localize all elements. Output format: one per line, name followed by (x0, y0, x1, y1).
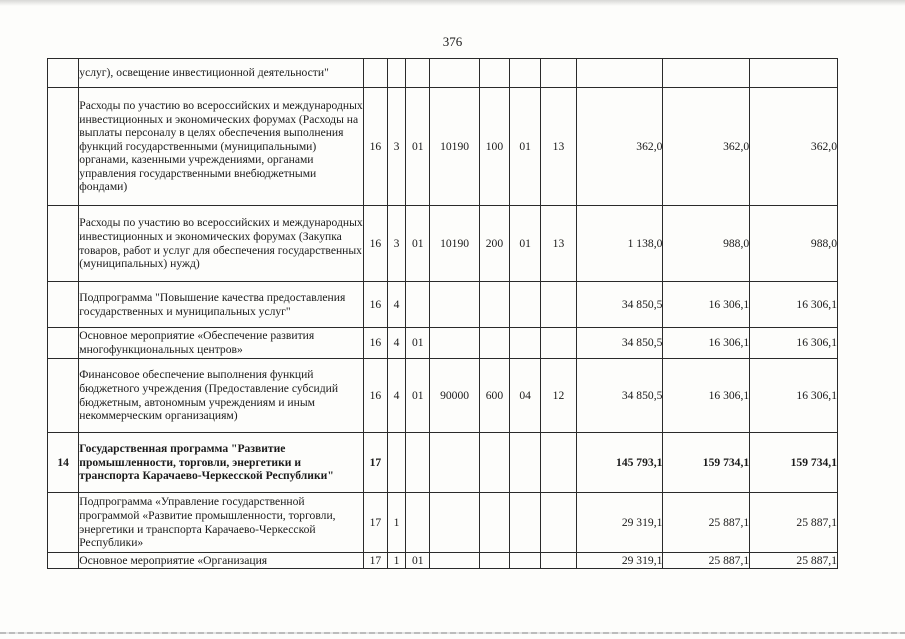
scan-top-edge (0, 0, 905, 6)
amount-year-3 (750, 59, 838, 88)
code-subsection: 13 (541, 88, 576, 206)
table-row (48, 59, 838, 88)
code-section (510, 553, 541, 569)
amount-year-2: 16 306,1 (663, 328, 750, 359)
amount-year-2: 16 306,1 (663, 359, 750, 433)
row-name: Расходы по участию во всероссийских и международных инвестиционных и экономических форумах (Расходы на выплаты персоналу в целях обеспечения выполнения функций государственными (муниципальными) органами, казенными учреждениями, органами управления государственными внебюджетными фондами) (79, 88, 364, 206)
amount-year-3: 16 306,1 (750, 328, 838, 359)
amount-year-3: 16 306,1 (750, 282, 838, 328)
row-number (48, 328, 79, 359)
code-expense-type (479, 328, 509, 359)
code-measure: 01 (406, 88, 430, 206)
code-ministry: 16 (363, 88, 387, 206)
row-number (48, 553, 79, 569)
code-measure: 01 (406, 553, 430, 569)
code-subsection (541, 433, 576, 493)
amount-year-3: 159 734,1 (750, 433, 838, 493)
code-subsection (541, 553, 576, 569)
row-name: Основное мероприятие «Обеспечение развития многофункциональных центров» (79, 328, 364, 359)
code-subprogram: 3 (387, 206, 405, 282)
table-row (48, 88, 838, 206)
code-section (510, 282, 541, 328)
row-name: услуг), освещение инвестиционной деятельности" (79, 59, 364, 88)
code-subprogram: 3 (387, 88, 405, 206)
row-name: Государственная программа "Развитие промышленности, торговли, энергетики и транспорта Карачаево-Черкесской Республики" (79, 433, 364, 493)
code-measure: 01 (406, 359, 430, 433)
code-expense-type (479, 59, 509, 88)
code-measure (406, 433, 430, 493)
amount-year-1: 34 850,5 (576, 282, 663, 328)
amount-year-1: 145 793,1 (576, 433, 663, 493)
row-number (48, 59, 79, 88)
amount-year-3: 25 887,1 (750, 553, 838, 569)
code-ministry (363, 59, 387, 88)
amount-year-2 (663, 59, 750, 88)
code-subprogram (387, 433, 405, 493)
table-row (48, 553, 838, 569)
table-row (48, 206, 838, 282)
code-direction (430, 553, 479, 569)
code-subprogram: 1 (387, 553, 405, 569)
code-direction (430, 433, 479, 493)
code-ministry: 17 (363, 433, 387, 493)
code-expense-type: 200 (479, 206, 509, 282)
table-row (48, 282, 838, 328)
row-number: 14 (48, 433, 79, 493)
code-subprogram (387, 59, 405, 88)
amount-year-1: 362,0 (576, 88, 663, 206)
row-number (48, 493, 79, 553)
code-section: 04 (510, 359, 541, 433)
code-subprogram: 4 (387, 328, 405, 359)
code-direction (430, 493, 479, 553)
code-section (510, 433, 541, 493)
row-name: Подпрограмма "Повышение качества предоставления государственных и муниципальных услуг" (79, 282, 364, 328)
row-number (48, 88, 79, 206)
amount-year-2: 988,0 (663, 206, 750, 282)
code-subsection (541, 328, 576, 359)
code-subsection (541, 59, 576, 88)
row-number (48, 206, 79, 282)
code-measure (406, 493, 430, 553)
amount-year-1: 34 850,5 (576, 328, 663, 359)
amount-year-2: 25 887,1 (663, 493, 750, 553)
code-section: 01 (510, 206, 541, 282)
code-expense-type (479, 493, 509, 553)
code-ministry: 16 (363, 328, 387, 359)
scan-bottom-edge (0, 632, 905, 634)
code-subprogram: 4 (387, 359, 405, 433)
row-name: Расходы по участию во всероссийских и международных инвестиционных и экономических форумах (Закупка товаров, работ и услуг для обеспечения государственных (муниципальных) нужд) (79, 206, 364, 282)
table-row (48, 359, 838, 433)
code-subsection: 12 (541, 359, 576, 433)
code-expense-type: 600 (479, 359, 509, 433)
row-number (48, 282, 79, 328)
code-ministry: 17 (363, 493, 387, 553)
amount-year-3: 16 306,1 (750, 359, 838, 433)
code-section (510, 59, 541, 88)
row-name: Финансовое обеспечение выполнения функций бюджетного учреждения (Предоставление субсидий бюджетным, автономным учреждениям и иным некоммерческим организациям) (79, 359, 364, 433)
amount-year-1 (576, 59, 663, 88)
code-expense-type: 100 (479, 88, 509, 206)
code-direction (430, 282, 479, 328)
code-ministry: 17 (363, 553, 387, 569)
amount-year-3: 25 887,1 (750, 493, 838, 553)
budget-table (47, 58, 838, 569)
amount-year-2: 16 306,1 (663, 282, 750, 328)
row-name: Основное мероприятие «Организация (79, 553, 364, 569)
code-direction: 10190 (430, 88, 479, 206)
table-row (48, 328, 838, 359)
code-subsection: 13 (541, 206, 576, 282)
page-number: 376 (442, 34, 463, 49)
code-expense-type (479, 433, 509, 493)
code-measure: 01 (406, 206, 430, 282)
code-expense-type (479, 553, 509, 569)
code-direction: 90000 (430, 359, 479, 433)
code-measure (406, 59, 430, 88)
code-direction (430, 59, 479, 88)
amount-year-2: 362,0 (663, 88, 750, 206)
table-row (48, 433, 838, 493)
amount-year-1: 29 319,1 (576, 493, 663, 553)
code-measure (406, 282, 430, 328)
row-name: Подпрограмма «Управление государственной программой «Развитие промышленности, торговли, энергетики и транспорта Карачаево-Черкесской Республики» (79, 493, 364, 553)
amount-year-3: 362,0 (750, 88, 838, 206)
code-expense-type (479, 282, 509, 328)
table-row (48, 493, 838, 553)
row-number (48, 359, 79, 433)
code-direction (430, 328, 479, 359)
code-subprogram: 1 (387, 493, 405, 553)
amount-year-1: 29 319,1 (576, 553, 663, 569)
code-subprogram: 4 (387, 282, 405, 328)
amount-year-3: 988,0 (750, 206, 838, 282)
code-measure: 01 (406, 328, 430, 359)
code-section (510, 493, 541, 553)
amount-year-1: 34 850,5 (576, 359, 663, 433)
amount-year-2: 25 887,1 (663, 553, 750, 569)
amount-year-1: 1 138,0 (576, 206, 663, 282)
code-subsection (541, 282, 576, 328)
code-direction: 10190 (430, 206, 479, 282)
code-subsection (541, 493, 576, 553)
code-section (510, 328, 541, 359)
code-section: 01 (510, 88, 541, 206)
code-ministry: 16 (363, 282, 387, 328)
amount-year-2: 159 734,1 (663, 433, 750, 493)
code-ministry: 16 (363, 206, 387, 282)
code-ministry: 16 (363, 359, 387, 433)
